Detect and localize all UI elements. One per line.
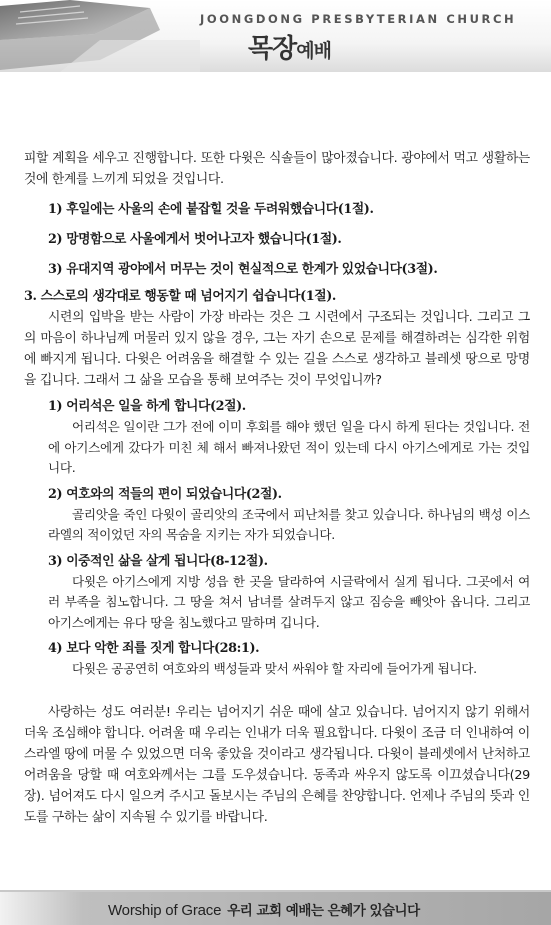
sermon-body bbox=[24, 148, 530, 828]
sub-point-3-title: 3) 이중적인 삶을 살게 됩니다(8-12절). bbox=[48, 553, 268, 569]
section-3-text: 시련의 입박을 받는 사람이 가장 바라는 것은 그 시련에서 구조되는 것입니다. 그리고 그의 마음이 하나님께 머물러 있지 않을 경우, 그는 자기 손으로 문제를 해결하려는 심각한 위험에 빠지게 됩니다. 다윗은 어려움을 해결할 수 있는 길을 스스로 생각하고 블레셋 땅으로 망명을 깁니다. 그래서 그 삶을 모습을 통해 보여주는 것이 무엇입니까? bbox=[24, 310, 530, 388]
point-1: 1) 후일에는 사울의 손에 붙잡힐 것을 두려워했습니다(1절). bbox=[48, 202, 374, 217]
section-3-title: 3. 스스로의 생각대로 행동할 때 넘어지기 쉽습니다(1절). bbox=[24, 289, 336, 304]
service-title-main: 목장 bbox=[248, 34, 297, 64]
sub-point-2-title: 2) 여호와의 적들의 편이 되었습니다(2절). bbox=[48, 486, 282, 502]
service-title bbox=[248, 28, 331, 65]
footer-korean: 우리 교회 예배는 은혜가 있습니다 bbox=[227, 903, 420, 919]
sub-point-1-text: 어리석은 일이란 그가 전에 이미 후회를 해야 했던 일을 다시 하게 된다는 것입니다. 전에 아기스에게 갔다가 미친 체 해서 빠져나왔던 적이 있는데 다시 아기스에게로 가는 것입니다. bbox=[48, 419, 530, 475]
page-footer bbox=[0, 890, 551, 925]
service-title-sub: 예배 bbox=[296, 40, 331, 62]
closing-paragraph: 사랑하는 성도 여러분! 우리는 넘어지기 쉬운 때에 살고 있습니다. 넘어지지 않기 위해서 더욱 조심해야 합니다. 어려울 때 우리는 인내가 더욱 필요합니다. 다윗이 조금 더 인내하여 이스라엘 땅에 머물 수 있었으면 더욱 좋았을 것이라고 생각됩니다. 다윗이 블레셋에서 난처하고 어려움을 당할 때 여호와께서는 그를 도우셨습니다. 동족과 싸우지 않도록 이끄셨습니다(29장). 넘어져도 다시 일으켜 주시고 돌보시는 주님의 은혜를 찬양합니다. 언제나 주님의 뜻과 인도를 구하는 삶이 지속될 수 있기를 바랍니다. bbox=[24, 704, 530, 825]
sub-point-2-text: 골리앗을 죽인 다윗이 골리앗의 조국에서 피난처를 찾고 있습니다. 하나님의 백성 이스라엘의 적이었던 자의 목숨을 지키는 자가 되었습니다. bbox=[48, 506, 530, 542]
intro-paragraph: 피할 계획을 세우고 진행합니다. 또한 다윗은 식솔들이 많아졌습니다. 광야에서 먹고 생활하는 것에 한계를 느끼게 되었을 것입니다. bbox=[24, 151, 530, 187]
page-header bbox=[0, 0, 551, 72]
sub-point-3-text: 다윗은 아기스에게 지방 성읍 한 곳을 달라하여 시글락에서 실게 됩니다. 그곳에서 여러 부족을 침노합니다. 그 땅을 쳐서 남녀를 살려두지 않고 짐승을 빼앗아 옵니다. 그리고 아기스에게는 유다 땅을 침노했다고 말하며 깁니다. bbox=[48, 573, 530, 630]
footer-slogan bbox=[108, 899, 420, 919]
point-3: 3) 유대지역 광야에서 머무는 것이 현실적으로 한계가 있었습니다(3절). bbox=[48, 262, 438, 277]
open-bible-icon bbox=[0, 0, 200, 72]
footer-english: Worship of Grace bbox=[108, 902, 222, 919]
sub-point-1-title: 1) 어리석은 일을 하게 합니다(2절). bbox=[48, 399, 246, 414]
point-2: 2) 망명함으로 사울에게서 벗어나고자 했습니다(1절). bbox=[48, 232, 342, 247]
church-name: JOONGDONG PRESBYTERIAN CHURCH bbox=[200, 12, 517, 26]
sub-point-4-title: 4) 보다 악한 죄를 짓게 합니다(28:1). bbox=[48, 641, 260, 656]
sub-point-4-text: 다윗은 공공연히 여호와의 백성들과 맞서 싸워야 할 자리에 들어가게 됩니다. bbox=[72, 661, 477, 676]
